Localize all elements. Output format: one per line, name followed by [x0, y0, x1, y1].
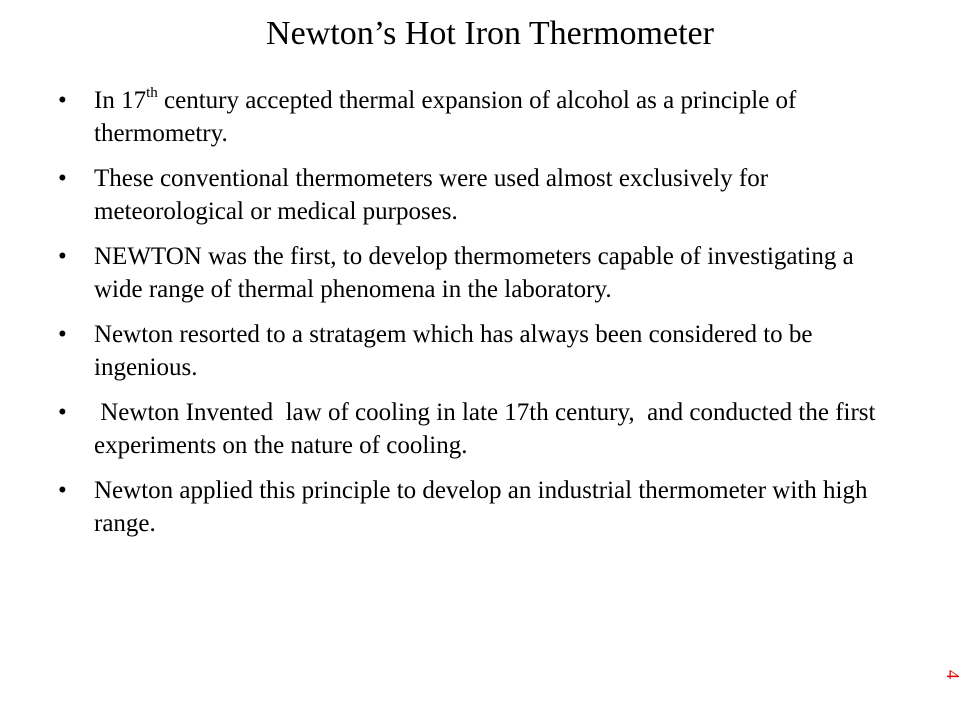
bullet-text: Newton applied this principle to develop an industrial thermometer with high range.: [94, 477, 868, 537]
bullet-text-pre: In 17: [94, 87, 147, 114]
bullet-text-post: century accepted thermal expansion of alcohol as a principle of thermometry.: [94, 87, 797, 147]
bullet-item: [58, 318, 888, 384]
bullet-list: [58, 84, 888, 552]
slide-title: Newton’s Hot Iron Thermometer: [266, 15, 714, 52]
bullet-icon: •: [58, 399, 67, 426]
bullet-item: [58, 240, 888, 306]
bullet-text-superscript: th: [146, 85, 158, 101]
bullet-item: [58, 396, 888, 462]
bullet-text: Newton Invented law of cooling in late 17th century, and conducted the first experiments on the nature of cooling.: [94, 399, 882, 459]
bullet-item: [58, 474, 888, 540]
bullet-text: NEWTON was the first, to develop thermometers capable of investigating a wide range of thermal phenomena in the laboratory.: [94, 243, 854, 303]
bullet-icon: •: [58, 321, 67, 348]
bullet-text: These conventional thermometers were used almost exclusively for meteorological or medical purposes.: [94, 165, 769, 225]
page-number: 4: [943, 670, 963, 679]
bullet-item: [58, 84, 888, 150]
bullet-icon: •: [58, 165, 67, 192]
bullet-text: [94, 87, 796, 147]
bullet-icon: •: [58, 243, 67, 270]
bullet-icon: •: [58, 87, 67, 114]
bullet-item: [58, 162, 888, 228]
bullet-icon: •: [58, 477, 67, 504]
bullet-text: Newton resorted to a stratagem which has always been considered to be ingenious.: [94, 321, 813, 381]
